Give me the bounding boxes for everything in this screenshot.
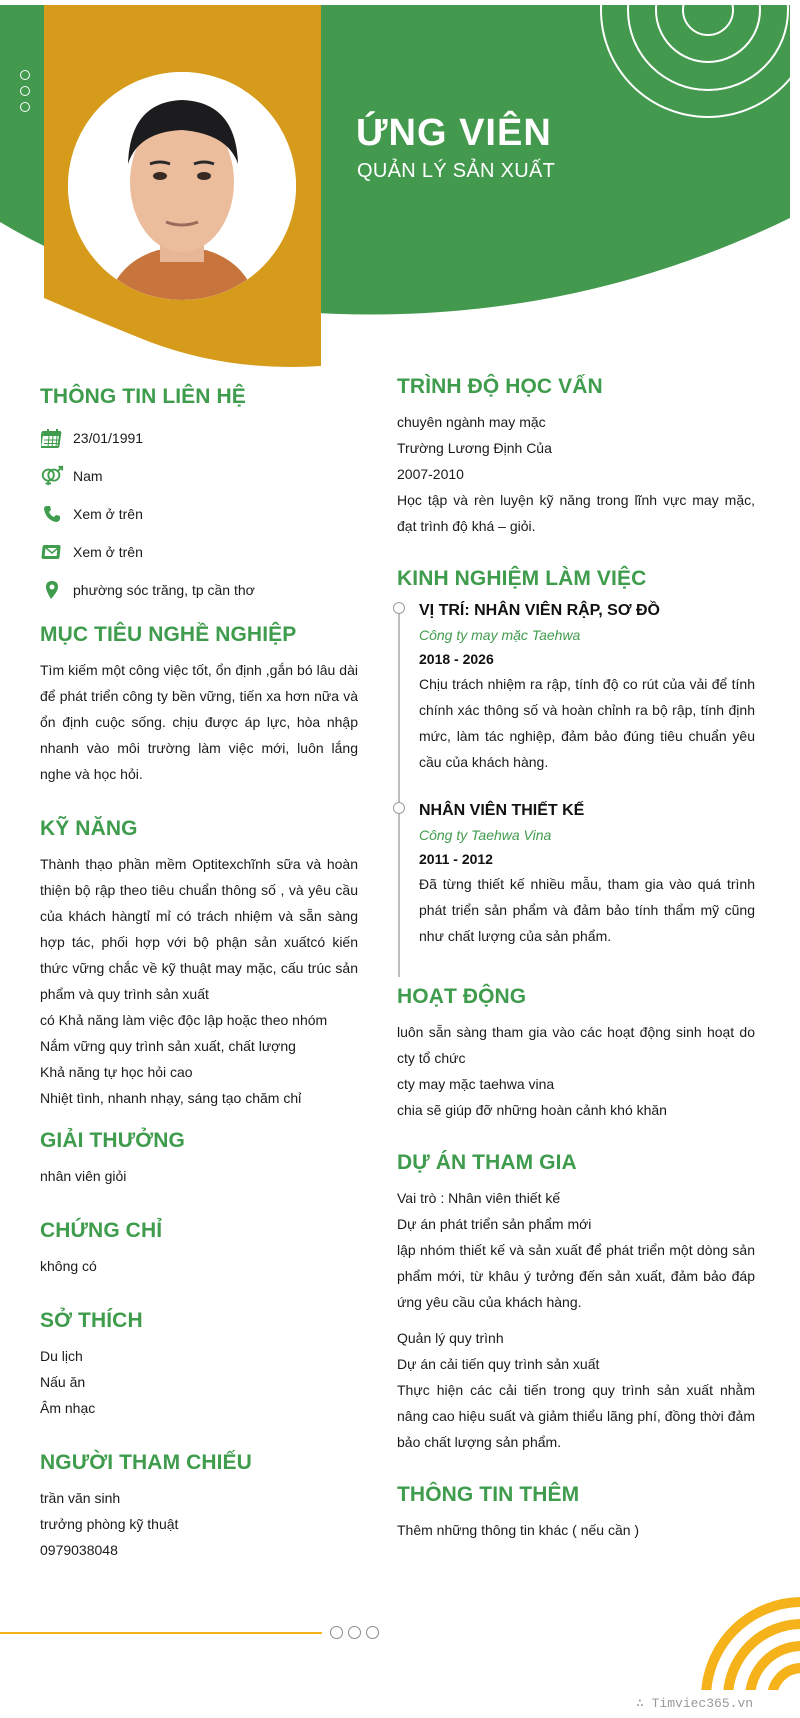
hobby-item: Âm nhạc: [40, 1400, 96, 1416]
skills-paragraph: Thành thạo phần mềm Optitexchĩnh sữa và hoàn thiện bộ rập theo tiêu chuẩn thông số , và yêu cầu của khách hàngtỉ mỉ có trách nhiệm và sẵn sàng hợp tác, phối hợp với bộ phận sản xuấtcó kiến thức vững chắc về kỹ thuật may mặc, cấu trúc sản phẩm và quy trình sản xuất: [40, 856, 358, 1002]
skills-section: [40, 817, 358, 1111]
experience-section: [397, 567, 755, 949]
skill-line: Khả năng tự học hỏi cao: [40, 1064, 193, 1080]
contact-birthdate: [40, 419, 358, 457]
project-item: [397, 1185, 755, 1315]
skill-line: Nhiệt tình, nhanh nhạy, sáng tạo chăm chỉ: [40, 1090, 302, 1106]
education-description: Học tập và rèn luyện kỹ năng trong lĩnh vực may mặc, đạt trình độ khá – giỏi.: [397, 492, 755, 534]
education-section-title: TRÌNH ĐỘ HỌC VẤN: [397, 375, 603, 398]
avatar: [68, 72, 296, 300]
education-major: chuyên ngành may mặc: [397, 414, 546, 430]
location-pin-icon: [40, 579, 64, 601]
timeline-node-icon: [393, 802, 405, 814]
certificate-item: không có: [40, 1258, 97, 1274]
project-name: Dự án phát triển sản phẩm mới: [397, 1216, 592, 1232]
skill-line: Nắm vững quy trình sản xuất, chất lượng: [40, 1038, 296, 1054]
project-role: Vai trò : Nhân viên thiết kế: [397, 1190, 561, 1206]
contact-address: [40, 571, 358, 609]
footer-dots-decoration: [330, 1626, 379, 1639]
birthdate-value: 23/01/1991: [73, 430, 144, 446]
watermark: ∴ Timviec365.vn: [636, 1696, 754, 1711]
hobbies-section: [40, 1309, 358, 1421]
phone-value[interactable]: Xem ở trên: [73, 506, 143, 522]
activity-line: cty may mặc taehwa vina: [397, 1076, 555, 1092]
gender-value: Nam: [73, 468, 103, 484]
hobby-item: Nấu ăn: [40, 1374, 86, 1390]
candidate-name: ỨNG VIÊN: [356, 112, 552, 154]
education-section: [397, 375, 755, 539]
references-section: [40, 1451, 358, 1563]
activity-line: chia sẽ giúp đỡ những hoàn cảnh khó khăn: [397, 1102, 667, 1118]
hobby-item: Du lịch: [40, 1348, 83, 1364]
experience-section-title: KINH NGHIỆM LÀM VIỆC: [397, 567, 647, 590]
timeline-line: [398, 607, 400, 977]
additional-info-text: Thêm những thông tin khác ( nếu cần ): [397, 1522, 640, 1538]
left-column: [40, 385, 358, 1563]
reference-position: trưởng phòng kỹ thuật: [40, 1516, 179, 1532]
experience-period: 2018 - 2026: [419, 651, 494, 667]
objective-section: [40, 623, 358, 787]
activities-section: [397, 985, 755, 1123]
contact-section-title: THÔNG TIN LIÊN HỆ: [40, 385, 246, 408]
project-item: [397, 1325, 755, 1455]
additional-info-section-title: THÔNG TIN THÊM: [397, 1483, 580, 1506]
additional-info-section: [397, 1483, 755, 1543]
experience-position: VỊ TRÍ: NHÂN VIÊN RẬP, SƠ ĐỒ: [419, 602, 660, 619]
header-dots-decoration: [20, 70, 32, 118]
education-school: Trường Lương Định Của: [397, 440, 552, 456]
calendar-icon: [40, 427, 64, 449]
contact-phone: [40, 495, 358, 533]
footer-divider: [0, 1632, 322, 1634]
footer-arcs-decoration: [690, 1594, 800, 1690]
experience-item: [419, 599, 755, 775]
email-icon: [40, 541, 64, 563]
right-column: [397, 375, 755, 1543]
contact-email: [40, 533, 358, 571]
email-value[interactable]: Xem ở trên: [73, 544, 143, 560]
activity-line: luôn sẵn sàng tham gia vào các hoạt động sinh hoạt do cty tổ chức: [397, 1024, 755, 1066]
objective-text: Tìm kiếm một công việc tốt, ổn định ,gắn bó lâu dài để phát triển công ty bền vững, tiến xa hơn nữa và ổn định cuộc sống. chịu được áp lực, hòa nhập nhanh vào môi trường làm việc mới, luôn lắng nghe và học hỏi.: [40, 662, 358, 782]
reference-name: trần văn sinh: [40, 1490, 121, 1506]
reference-phone: 0979038048: [40, 1542, 118, 1558]
skill-line: có Khả năng làm việc độc lập hoặc theo nhóm: [40, 1012, 328, 1028]
project-role: Quản lý quy trình: [397, 1330, 504, 1346]
skills-section-title: KỸ NĂNG: [40, 817, 138, 840]
project-description: Thực hiện các cải tiến trong quy trình sản xuất nhằm nâng cao hiệu suất và giảm thiểu lãng phí, đồng thời đảm bảo chất lượng sản phẩm.: [397, 1382, 755, 1450]
address-value: phường sóc trăng, tp cần thơ: [73, 582, 255, 598]
phone-icon: [40, 503, 64, 525]
experience-company: Công ty Taehwa Vina: [419, 827, 552, 843]
experience-company: Công ty may mặc Taehwa: [419, 627, 581, 643]
references-section-title: NGƯỜI THAM CHIẾU: [40, 1451, 252, 1474]
person-photo-placeholder-icon: [68, 72, 296, 300]
objective-section-title: MỤC TIÊU NGHỀ NGHIỆP: [40, 623, 297, 646]
experience-description: Chịu trách nhiệm ra rập, tính độ co rút của vải để tính chính xác thông số và hoàn chỉnh ra bộ rập, tính định mức, làm tác nghiệp, đảm bảo đúng tiêu chuẩn yêu cầu của khách hàng.: [419, 676, 755, 770]
certificates-section-title: CHỨNG CHỈ: [40, 1219, 163, 1242]
contact-section: [40, 385, 358, 609]
timeline-node-icon: [393, 602, 405, 614]
candidate-job-title: QUẢN LÝ SẢN XUẤT: [357, 160, 556, 182]
experience-position: NHÂN VIÊN THIẾT KẾ: [419, 802, 585, 819]
hobbies-section-title: SỞ THÍCH: [40, 1309, 143, 1332]
projects-section: [397, 1151, 755, 1455]
gender-icon: [40, 465, 64, 487]
certificates-section: [40, 1219, 358, 1279]
awards-section: [40, 1129, 358, 1189]
experience-item: [419, 799, 755, 949]
experience-timeline: [397, 599, 755, 949]
experience-period: 2011 - 2012: [419, 851, 493, 867]
project-description: lập nhóm thiết kế và sản xuất để phát triển một dòng sản phẩm mới, từ khâu ý tưởng đến sản xuất, đảm bảo đáp ứng yêu cầu của khách hàng.: [397, 1242, 755, 1310]
projects-section-title: DỰ ÁN THAM GIA: [397, 1151, 577, 1174]
education-years: 2007-2010: [397, 466, 464, 482]
awards-section-title: GIẢI THƯỞNG: [40, 1129, 185, 1152]
project-name: Dự án cải tiến quy trình sản xuất: [397, 1356, 600, 1372]
award-item: nhân viên giỏi: [40, 1168, 127, 1184]
activities-section-title: HOẠT ĐỘNG: [397, 985, 527, 1008]
contact-gender: [40, 457, 358, 495]
experience-description: Đã từng thiết kế nhiều mẫu, tham gia vào quá trình phát triển sản phẩm và đảm bảo tính thẩm mỹ cũng như chất lượng của sản phẩm.: [419, 876, 755, 944]
